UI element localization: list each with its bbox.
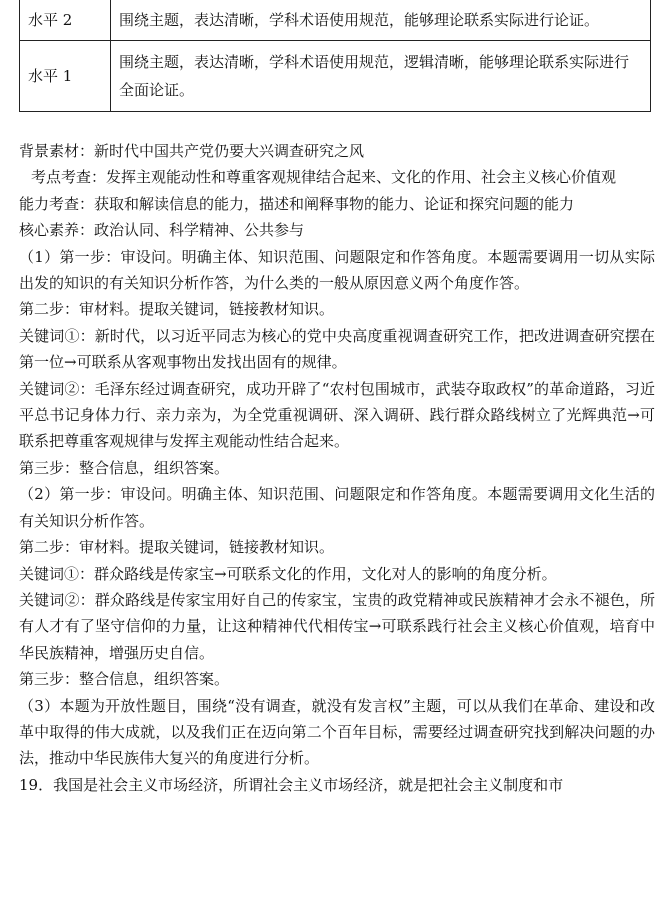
analysis-text [19,138,655,798]
level-description: 围绕主题，表达清晰，学科术语使用规范，能够理论联系实际进行论证。 [111,0,651,41]
level-description: 围绕主题，表达清晰，学科术语使用规范，逻辑清晰，能够理论联系实际进行全面论证。 [111,41,651,112]
q19-intro: 19．我国是社会主义市场经济，所谓社会主义市场经济，就是把社会主义制度和市 [19,775,564,794]
level-label: 水平 1 [20,41,111,112]
q2-step1: （2）第一步：审设问。明确主体、知识范围、问题限定和作答角度。本题需要调用文化生活的有关知识分析作答。 [19,485,655,530]
knowledge-points: 考点考查：发挥主观能动性和尊重客观规律结合起来、文化的作用、社会主义核心价值观 [31,168,617,187]
q1-step1: （1）第一步：审设问。明确主体、知识范围、问题限定和作答角度。本题需要调用一切从实际出发的知识的有关知识分析作答，为什么类的一般从原因意义两个角度作答。 [19,247,655,293]
q2-step2: 第二步：审材料。提取关键词，链接教材知识。 [19,538,335,557]
q1-keyword2: 关键词②：毛泽东经过调查研究，成功开辟了“农村包围城市，武装夺取政权”的革命道路，习近平总书记身体力行、亲力亲为，为全党重视调研、深入调研、践行群众路线树立了光辉典范→可联系把尊重客观规律与发挥主观能动性结合起来。 [19,379,655,451]
table-row [20,41,651,112]
q1-step3: 第三步：整合信息，组织答案。 [19,458,230,477]
q3-analysis: （3）本题为开放性题目，围绕“没有调查，就没有发言权”主题，可以从我们在革命、建设和改革中取得的伟大成就，以及我们正在迈向第二个百年目标，需要经过调查研究找到解决问题的办法，推动中华民族伟大复兴的角度进行分析。 [19,696,655,768]
q2-step3: 第三步：整合信息，组织答案。 [19,670,230,689]
q1-step2: 第二步：审材料。提取关键词，链接教材知识。 [19,300,335,319]
background-material: 背景素材：新时代中国共产党仍要大兴调查研究之风 [19,142,365,160]
q2-keyword2: 关键词②：群众路线是传家宝用好自己的传家宝，宝贵的政党精神或民族精神才会永不褪色，所有人才有了坚守信仰的力量，让这种精神代代相传宝→可联系践行社会主义核心价值观，培育中华民族精神，增强历史自信。 [19,590,655,662]
level-label: 水平 2 [20,0,111,41]
q2-keyword1: 关键词①：群众路线是传家宝→可联系文化的作用，文化对人的影响的角度分析。 [19,564,557,583]
table-row [20,0,651,41]
scoring-levels-table [19,0,651,112]
ability-assessment: 能力考查：获取和解读信息的能力，描述和阐释事物的能力、论证和探究问题的能力 [19,194,575,213]
core-literacy: 核心素养：政治认同、科学精神、公共参与 [19,221,305,240]
q1-keyword1: 关键词①：新时代，以习近平同志为核心的党中央高度重视调查研究工作，把改进调查研究摆在第一位→可联系从客观事物出发找出固有的规律。 [19,326,655,372]
